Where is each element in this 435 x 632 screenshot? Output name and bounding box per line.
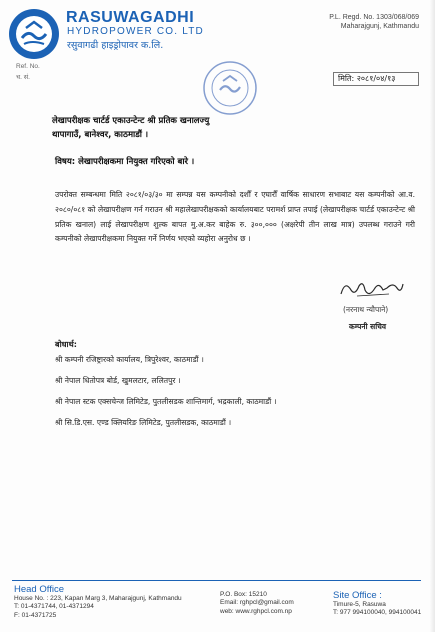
site-office-title: Site Office : <box>333 590 382 601</box>
footer-site-office <box>333 590 421 618</box>
footer-head-office <box>14 584 182 620</box>
registration-number: P.L. Regd. No. 1303/068/069 <box>329 14 419 21</box>
ch-no-label: च. सं. <box>16 74 30 81</box>
company-logo-icon <box>8 8 60 60</box>
cc-list <box>55 355 276 439</box>
page-edge-shadow <box>429 0 435 632</box>
site-office-address: Timure-5, Rasuwa <box>333 601 386 608</box>
handwritten-signature <box>337 276 407 302</box>
addressee-address: थापागाउँ, बानेश्वर, काठमाडौं । <box>52 130 149 140</box>
company-name-nepali: रसुवागढी हाइड्रोपावर क.लि. <box>67 40 164 51</box>
company-name: RASUWAGADHI <box>66 9 195 26</box>
cc-title: बोधार्थ: <box>55 340 77 349</box>
cc-item: श्री कम्पनी रजिष्ट्रारको कार्यालय, त्रिपुरेश्वर, काठमाडौं । <box>55 355 204 364</box>
head-office-title: Head Office <box>14 584 64 595</box>
cc-item: श्री नेपाल स्टक एक्सचेन्ज लिमिटेड, पुतलीसडक शान्तिमार्ग, भद्रकाली, काठमाडौं । <box>55 397 277 406</box>
reference-block <box>16 63 40 81</box>
po-box: P.O. Box: 15210 <box>220 591 267 598</box>
company-subtitle: HYDROPOWER CO. LTD <box>67 26 204 37</box>
letter-date: मिति: २०८१/०४/१३ <box>333 72 419 86</box>
head-office-address: House No. : 223, Kapan Marg 3, Maharajgunj, Kathmandu <box>14 595 182 602</box>
head-office-fax: F: 01-4371725 <box>14 611 57 619</box>
registration-block <box>329 14 419 30</box>
email-text: Email: rghpcl@gmail.com <box>220 599 294 607</box>
ref-no-label: Ref. No. <box>16 63 40 70</box>
addressee-block <box>52 114 209 142</box>
footer-contact <box>220 591 294 616</box>
company-seal-stamp <box>202 60 258 116</box>
company-location: Maharajgunj, Kathmandu <box>340 23 419 30</box>
letter-body-paragraph: उपरोक्त सम्बन्धमा मिति २०८१/०३/३० मा सम्पन्न यस कम्पनीको दशौँ र एघारौँ वार्षिक साधारण सभाबाट यस कम्पनीको आ.व. २०८०/०८१ को लेखापरीक्षण गर्न गराउन श्री महालेखापरीक्षकको कार्यालयबाट परामर्श प्राप्त तपाई (लेखापरीक्षक चार्टर्ड एकाउन्टेन्ट श्री प्रतिक खनाल) लाई लेखापरीक्षण शुल्क बापत मु.अ.कर बाहेक रु. ३००,००० (अक्षरेपी तीन लाख मात्र) उपलब्ध गराउने गरी कम्पनीको लेखापरीक्षकमा नियुक्त गर्ने निर्णय भएको व्यहोरा अनुरोध छ । <box>55 190 415 244</box>
site-office-phone: T: 977 994100040, 994100041 <box>333 609 422 617</box>
addressee-name: लेखापरीक्षक चार्टर्ड एकाउन्टेन्ट श्री प्रतिक खनालज्यु <box>52 116 210 126</box>
cc-item: श्री नेपाल धितोपत्र बोर्ड, खुमलटार, ललितपुर । <box>55 376 181 385</box>
signatory-position: कम्पनी सचिव <box>349 322 387 331</box>
cc-item: श्री सि.डि.एस. एण्ड क्लियरिङ लिमिटेड, पुतलीसडक, काठमाडौं । <box>55 418 232 427</box>
footer-divider <box>12 580 421 581</box>
website-text: web: www.rghpcl.com.np <box>220 607 292 615</box>
signatory-name: (नरनाथ न्यौपाने) <box>343 305 389 314</box>
head-office-phone: T: 01-4371744, 01-4371294 <box>14 603 94 611</box>
letter-subject: विषय: लेखापरीक्षकमा नियुक्त गरिएको बारे । <box>55 157 195 167</box>
